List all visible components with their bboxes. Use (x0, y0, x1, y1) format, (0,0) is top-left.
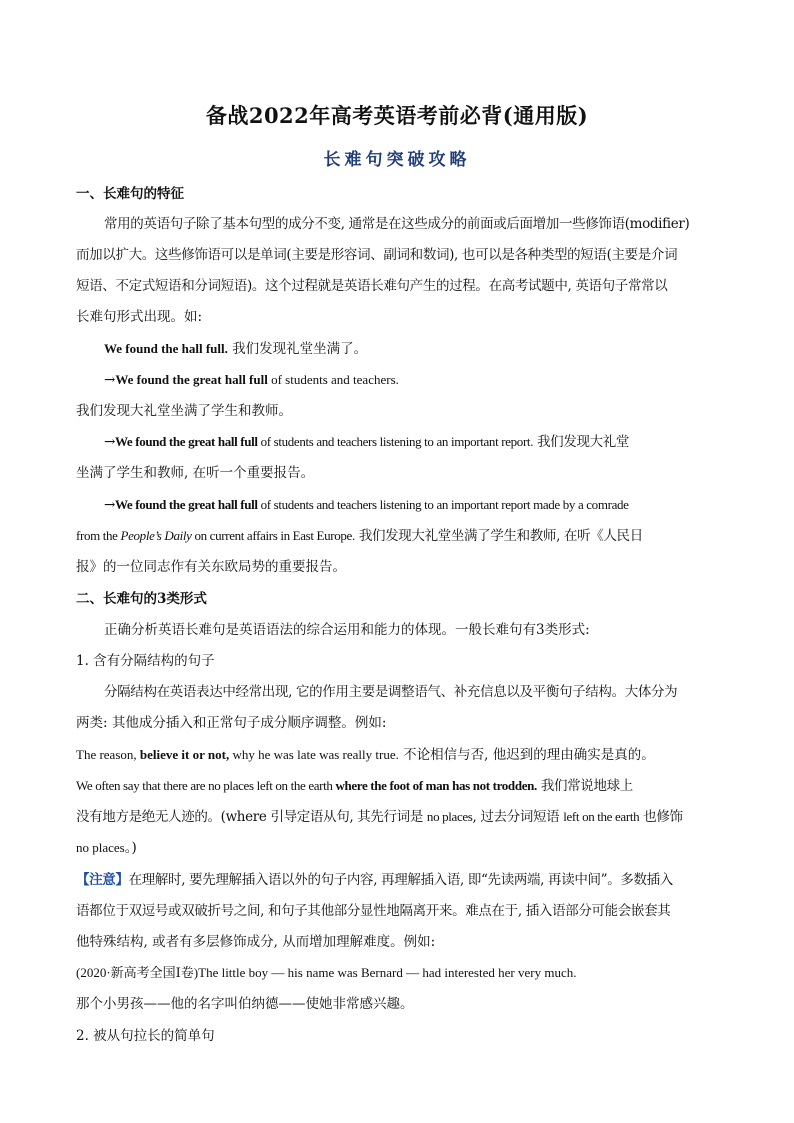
paragraph-line: 两类: 其他成分插入和正常句子成分顺序调整。例如: (76, 715, 387, 731)
paragraph-line: 正确分析英语长难句是英语语法的综合运用和能力的体现。一般长难句有3类形式: (104, 622, 590, 638)
subsection-1-heading: 1. 含有分隔结构的句子 (76, 653, 215, 669)
example-bold: We found the great hall full (114, 434, 258, 449)
example-translation: 没有地方是绝无人迹的。(where 引导定语从句, 其先行词是 (76, 809, 427, 825)
paragraph-line: 而加以扩大。这些修饰语可以是单词(主要是形容词、副词和数词), 也可以是各种类型的短语(主要是介词 (76, 247, 678, 263)
example-text: of students and teachers listening to an important report made by a comrade (257, 497, 629, 512)
example-line (76, 526, 726, 546)
example-text: The little boy — his name was Bernard — had interested her very much. (198, 965, 577, 980)
example-translation: , 过去分词短语 (472, 809, 564, 825)
paragraph-line: 短语、不定式短语和分词短语)。这个过程就是英语长难句产生的过程。在高考试题中, 英语句子常常以 (76, 278, 668, 294)
example-translation: 不论相信与否, 他迟到的理由确实是真的。 (398, 747, 655, 763)
section-2-heading: 二、长难句的3类形式 (76, 591, 207, 607)
example-line (76, 963, 726, 983)
example-text: why he was late was really true. (229, 747, 399, 762)
example-line (104, 370, 726, 390)
example-translation: 我们发现大礼堂 (533, 434, 630, 450)
document-subtitle: 长难句突破攻略 (323, 150, 471, 170)
example-text: no places (76, 840, 125, 855)
example-line (76, 776, 726, 796)
subsection-2-heading: 2. 被从句拉长的简单句 (76, 1028, 215, 1044)
example-translation: 我们常说地球上 (536, 778, 633, 794)
example-translation: 也修饰 (639, 809, 683, 825)
example-line (76, 838, 726, 858)
note-text: 他特殊结构, 或者有多层修饰成分, 从而增加理解难度。例如: (76, 934, 436, 950)
example-text: on current affairs in East Europe. (191, 528, 355, 543)
example-line (76, 807, 726, 827)
example-text: The reason, (76, 747, 140, 762)
paragraph-line: 常用的英语句子除了基本句型的成分不变, 通常是在这些成分的前面或后面增加一些修饰语(modifier) (104, 216, 690, 232)
example-translation: 我们发现礼堂坐满了。 (227, 341, 368, 357)
note-line (76, 870, 726, 890)
note-text: 在理解时, 要先理解插入语以外的句子内容, 再理解插入语, 即“先读两端, 再读中间”。多数插入 (128, 872, 673, 888)
example-line (104, 495, 726, 515)
arrow-icon: → (104, 497, 115, 513)
note-label: 【注意】 (76, 872, 129, 888)
example-source: (2020·新高考全国Ⅰ卷) (76, 965, 199, 980)
example-text: We often say that there are no places left on the earth (76, 778, 336, 793)
document-title: 备战2022年高考英语考前必背(通用版) (205, 103, 589, 128)
example-italic: People’s Daily (120, 528, 192, 543)
example-line (104, 432, 726, 452)
example-bold: We found the great hall full (114, 497, 258, 512)
paragraph-line: 分隔结构在英语表达中经常出现, 它的作用主要是调整语气、补充信息以及平衡句子结构。大体分为 (104, 684, 678, 700)
example-translation: 。) (124, 840, 137, 856)
example-bold: We found the great hall full (115, 372, 268, 387)
example-translation: 报》的一位同志作有关东欧局势的重要报告。 (76, 559, 346, 575)
example-translation: 我们发现大礼堂坐满了学生和教师。 (76, 403, 292, 419)
example-text: of students and teachers. (267, 372, 399, 387)
example-bold: We found the hall full. (104, 341, 228, 356)
example-text: left on the earth (563, 809, 640, 824)
example-text: no places (426, 809, 473, 824)
paragraph-line: 长难句形式出现。如: (76, 309, 203, 325)
arrow-icon: → (104, 434, 115, 450)
example-bold: believe it or not, (139, 747, 230, 762)
note-text: 语都位于双逗号或双破折号之间, 和句子其他部分显性地隔离开来。难点在于, 插入语部分可能会嵌套其 (76, 903, 671, 919)
example-translation: 那个小男孩——他的名字叫伯纳德——使她非常感兴趣。 (76, 996, 414, 1012)
example-text: from the (76, 528, 121, 543)
example-line (104, 339, 726, 359)
example-bold: where the foot of man has not trodden. (335, 778, 537, 793)
section-1-heading: 一、长难句的特征 (76, 186, 184, 202)
example-translation: 坐满了学生和教师, 在听一个重要报告。 (76, 465, 315, 481)
example-translation: 我们发现大礼堂坐满了学生和教师, 在听《人民日 (354, 528, 643, 544)
arrow-icon: → (104, 372, 116, 388)
example-text: of students and teachers listening to an important report. (257, 434, 534, 449)
example-line (76, 745, 726, 765)
